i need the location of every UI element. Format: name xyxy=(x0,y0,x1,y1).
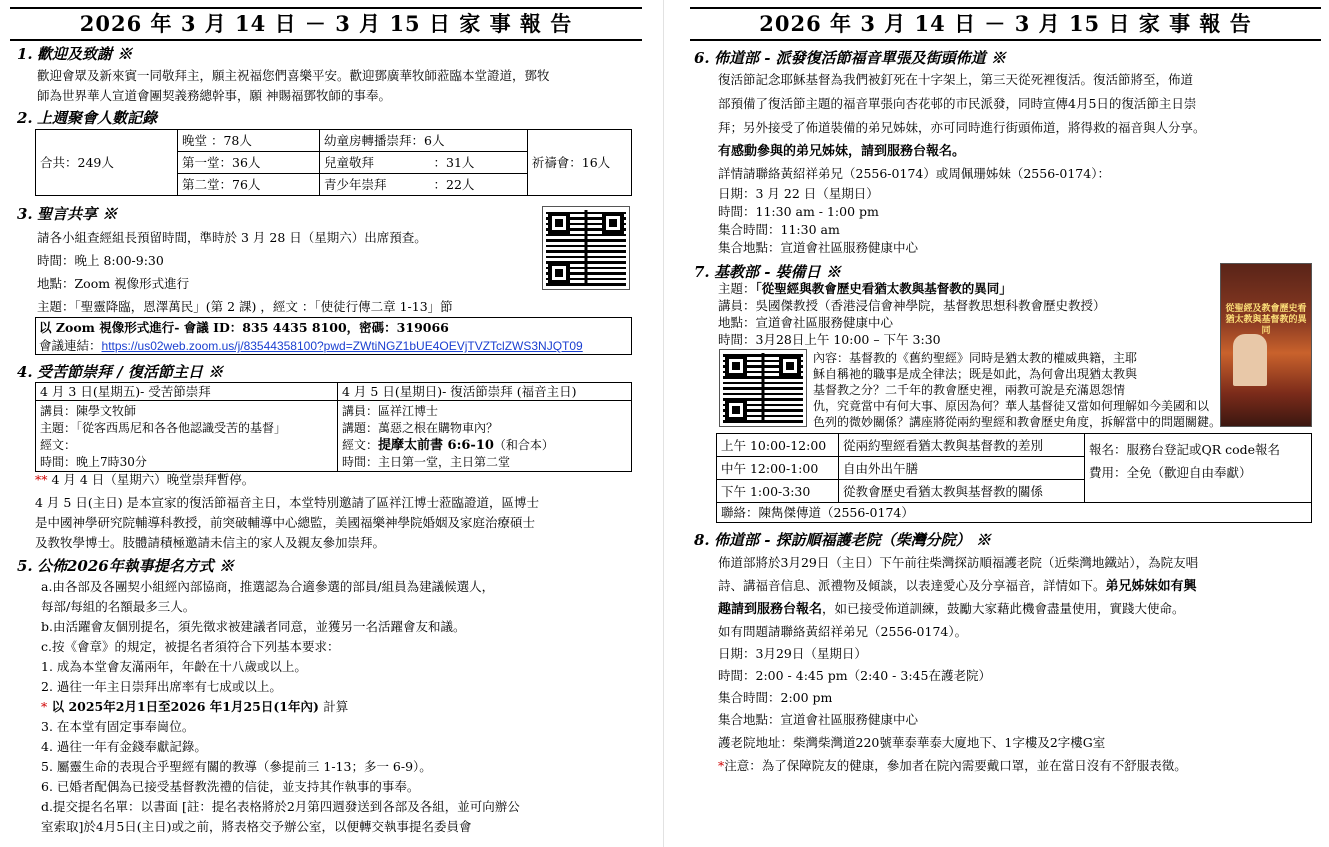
requirement-5: 5. 屬靈生命的表現合乎聖經有關的教導（參提前三 1-13；多一 6-9）。 xyxy=(41,759,432,774)
section-6-time: 時間：11:30 am - 1:00 pm xyxy=(718,204,879,219)
nomination-d-1: d.提交提名名單：以書面 [註：提名表格將於2月第四週發送到各部及各組，並可向辦公 xyxy=(41,799,520,814)
page-divider xyxy=(663,0,664,847)
schedule-time: 上午 10:00-12:00 xyxy=(717,434,839,457)
good-friday-header: 4 月 3 日(星期五)- 受苦節崇拜 xyxy=(36,383,338,401)
speaker-photo xyxy=(1233,334,1267,386)
page-title: 2026 年 3 月 14 日 － 3 月 15 日 家 事 報 告 xyxy=(10,7,642,41)
section-7-content-4: 仇，究竟當中有何大事、原因為何？華人基督徒又當如何理解如今美國和以 xyxy=(813,399,1210,413)
zoom-link-row xyxy=(39,336,583,356)
zoom-meeting-id: 以 Zoom 視像形式進行- 會議 ID：835 4435 8100，密碼：319066 xyxy=(39,320,449,335)
section-3-topic: 主題：「聖靈降臨，恩澤萬民」(第 2 課) ，經文 ：「使徒行傳二章 1-13」節 xyxy=(37,299,453,314)
requirement-3: 3. 在本堂有固定事奉崗位。 xyxy=(41,719,195,734)
requirement-2: 2. 過往一年主日崇拜出席率有七成或以上。 xyxy=(41,679,282,694)
qr-code-equipping-day[interactable] xyxy=(720,350,806,426)
equipping-schedule-table xyxy=(716,433,1312,523)
requirement-1: 1. 成為本堂會友滿兩年，年齡在十八歲或以上。 xyxy=(41,659,307,674)
left-page xyxy=(0,0,650,847)
attendance-total: 合共：249人 xyxy=(36,130,178,196)
section-3-place: 地點：Zoom 視像形式進行 xyxy=(37,276,190,291)
section-8-contact: 如有問題請聯絡黃紹祥弟兄（2556-0174）。 xyxy=(718,624,968,639)
schedule-item: 從兩約聖經看猶太教與基督教的差別 xyxy=(839,434,1085,457)
evening-service-notice: ** 4 月 4 日（星期六）晚堂崇拜暫停。 xyxy=(35,472,255,487)
attendance-youth-count: ：22人 xyxy=(430,174,528,196)
section-6-heading: 6. 佈道部 - 派發復活節福音單張及街頭佈道 ※ xyxy=(694,49,1006,67)
section-3-time: 時間：晚上 8:00-9:30 xyxy=(37,253,164,268)
section-7-heading: 7. 基教部 - 裝備日 ※ xyxy=(694,263,841,281)
easter-services-table xyxy=(35,382,632,472)
requirement-4: 4. 過往一年有金錢奉獻記錄。 xyxy=(41,739,207,754)
section-8-date: 日期：3月29日（星期日） xyxy=(718,646,867,661)
attendance-first-service: 第一堂：36人 xyxy=(178,152,320,174)
section-8-line-3: 趣請到服務台報名，如已接受佈道訓練，鼓勵大家藉此機會盡量使用，實踐大使命。 xyxy=(718,601,1185,617)
section-8-gather-place: 集合地點：宣道會社區服務健康中心 xyxy=(718,712,919,727)
easter-para-2: 是中國神學研究院輔導科教授，前突破輔導中心總監，美國福樂神學院婚姻及家庭治療碩士 xyxy=(35,515,536,530)
section-7-content-5: 色列的微妙關係？講座將從兩約聖經和教會歷史角度，拆解當中的問題關鍵。 xyxy=(813,415,1222,429)
schedule-time: 下午 1:00-3:30 xyxy=(717,480,839,503)
section-7-speaker: 講員：吳國傑教授（香港浸信會神學院，基督教思想科教會歷史教授） xyxy=(718,298,1106,313)
qr-code-bible-study[interactable] xyxy=(543,207,629,289)
section-5-heading: 5. 公佈2026年執事提名方式 ※ xyxy=(17,557,234,575)
easter-para-1: 4 月 5 日(主日) 是本宣家的復活節福音主日，本堂特別邀請了區祥江博士蒞臨證道，區博士 xyxy=(35,495,540,510)
section-6-signup: 有感動參與的弟兄姊妹，請到服務台報名。 xyxy=(718,144,966,159)
section-1-heading: 1. 歡迎及致謝 ※ xyxy=(17,45,133,63)
easter-sunday-header: 4 月 5 日(星期日)- 復活節崇拜 (福音主日) xyxy=(338,383,632,401)
section-8-time: 時間：2:00 - 4:45 pm（2:40 - 3:45在護老院） xyxy=(718,668,991,683)
section-7-content-1: 內容：基督教的《舊約聖經》同時是猶太教的權威典籍，主耶 xyxy=(813,351,1138,365)
schedule-contact: 聯絡：陳雋傑傳道（2556-0174） xyxy=(717,503,1312,523)
attendance-children-count: ：31人 xyxy=(430,152,528,174)
section-6-gather-place: 集合地點：宣道會社區服務健康中心 xyxy=(718,240,919,255)
zoom-link-label: 會議連結： xyxy=(39,338,102,353)
section-8-line-2: 詩、講福音信息、派禮物及傾談，以表達愛心及分享福音，詳情如下。弟兄姊妹如有興 xyxy=(718,578,1197,594)
attendance-prayer: 祈禱會：16人 xyxy=(527,130,631,196)
nomination-b: b.由活躍會友個別提名，須先徵求被建議者同意，並獲另一名活躍會友和議。 xyxy=(41,619,466,634)
section-6-line-1: 復活節記念耶穌基督為我們被釘死在十字架上，第三天從死裡復活。復活節將至，佈道 xyxy=(718,72,1194,87)
good-friday-details: 講員：陳學文牧師 主題：「從客西馬尼和各各他認識受苦的基督」 經文： 時間：晚上7時30分 xyxy=(36,401,338,472)
attendance-period: * 以 2025年2月1日至2026 年1月25日(1年內) 計算 xyxy=(41,699,349,714)
section-6-line-2: 部預備了復活節主題的福音單張向杏花邨的市民派發，同時宣傳4月5日的復活節主日崇 xyxy=(718,96,1197,111)
attendance-evening: 晚堂 ：78人 xyxy=(178,130,320,152)
section-6-gather-time: 集合時間：11:30 am xyxy=(718,222,840,237)
schedule-item: 從教會歷史看猶太教與基督教的關係 xyxy=(839,480,1085,503)
attendance-toddler: 幼童房轉播崇拜：6人 xyxy=(320,130,528,152)
easter-sunday-details: 講員：區祥江博士 講題：萬惡之根在購物車內？ 經文：提摩太前書 6:6-10（和合本） 時間：主日第一堂，主日第二堂 xyxy=(338,401,632,472)
zoom-info-box xyxy=(35,317,632,355)
section-8-address: 護老院地址：柴灣柴灣道220號華泰華泰大廈地下、1字樓及2字樓G室 xyxy=(718,735,1106,750)
easter-para-3: 及教牧學博士。肢體請積極邀請未信主的家人及親友參加崇拜。 xyxy=(35,535,386,550)
section-8-line-1: 佈道部將於3月29日（主日）下午前往柴灣探訪順福護老院（近柴灣地鐵站），為院友唱 xyxy=(718,555,1199,570)
nomination-c: c.按《會章》的規定，被提名者須符合下列基本要求： xyxy=(41,639,340,654)
equipping-day-poster: 從聖經及教會歷史看猶太教與基督教的異同 xyxy=(1220,263,1312,427)
attendance-second-service: 第二堂：76人 xyxy=(178,174,320,196)
nomination-a-1: a.由各部及各團契小組經內部協商，推選認為合適參選的部員/組員為建議候選人， xyxy=(41,579,495,594)
page-title-right: 2026 年 3 月 14 日 － 3 月 15 日 家 事 報 告 xyxy=(690,7,1321,41)
section-3-line-1: 請各小組查經組長預留時間，準時於 3 月 28 日（星期六）出席預查。 xyxy=(37,230,427,245)
zoom-link[interactable]: https://us02web.zoom.us/j/83544358100?pwd=ZWtiNGZ1bUE4OEVjTVZTclZWS3NJQT09 xyxy=(101,339,583,353)
nomination-a-2: 每部/每組的名額最多三人。 xyxy=(41,599,196,614)
section-7-content-2: 穌自稱祂的職事是成全律法；既是如此，為何會出現猶太教與 xyxy=(813,367,1138,381)
attendance-children: 兒童敬拜 xyxy=(320,152,430,174)
section-7-content-3: 基督教之分？二千年的教會歷史裡，兩教可說是充滿恩怨情 xyxy=(813,383,1126,397)
section-7-time: 時間：3月28日上午 10:00 – 下午 3:30 xyxy=(718,332,941,347)
section-1-line-2: 師為世界華人宣道會團契義務總幹事，願 神賜福鄧牧師的事奉。 xyxy=(37,88,391,103)
section-3-heading: 3. 聖言共享 ※ xyxy=(17,205,118,223)
requirement-6: 6. 已婚者配偶為已接受基督教洗禮的信徒，並支持其作執事的事奉。 xyxy=(41,779,420,794)
section-8-note: *注意：為了保障院友的健康，參加者在院內需要戴口罩，並在當日沒有不舒服表徵。 xyxy=(718,758,1187,773)
attendance-table xyxy=(35,129,632,196)
section-2-heading: 2. 上週聚會人數記錄 xyxy=(17,109,158,127)
right-page xyxy=(680,0,1329,847)
attendance-youth: 青少年崇拜 xyxy=(320,174,430,196)
section-1-line-1: 歡迎會眾及新來賓一同敬拜主，願主祝福您們喜樂平安。歡迎鄧廣華牧師蒞臨本堂證道，鄧牧 xyxy=(37,68,550,83)
schedule-time: 中午 12:00-1:00 xyxy=(717,457,839,480)
section-6-date: 日期：3 月 22 日（星期日） xyxy=(718,186,879,201)
section-6-contact: 詳情請聯絡黃紹祥弟兄（2556-0174）或周佩珊姊妹（2556-0174）： xyxy=(718,166,1110,181)
schedule-item: 自由外出午膳 xyxy=(839,457,1085,480)
section-6-line-3: 拜；另外接受了佈道裝備的弟兄姊妹，亦可同時進行街頭佈道，將得救的福音與人分享。 xyxy=(718,120,1206,135)
section-7-place: 地點：宣道會社區服務健康中心 xyxy=(718,315,894,330)
section-8-gather-time: 集合時間：2:00 pm xyxy=(718,690,833,705)
section-4-heading: 4. 受苦節崇拜 / 復活節主日 ※ xyxy=(17,363,224,381)
schedule-registration: 報名：服務台登記或QR code報名 費用：全免（歡迎自由奉獻） xyxy=(1085,434,1312,503)
section-7-topic: 主題：「從聖經與教會歷史看猶太教與基督教的異同」 xyxy=(718,281,1012,296)
section-8-heading: 8. 佈道部 - 探訪順福護老院（柴灣分院） ※ xyxy=(694,531,991,549)
nomination-d-2: 室索取]於4月5日(主日)或之前，將表格交予辦公室，以便轉交執事提名委員會 xyxy=(41,819,472,834)
